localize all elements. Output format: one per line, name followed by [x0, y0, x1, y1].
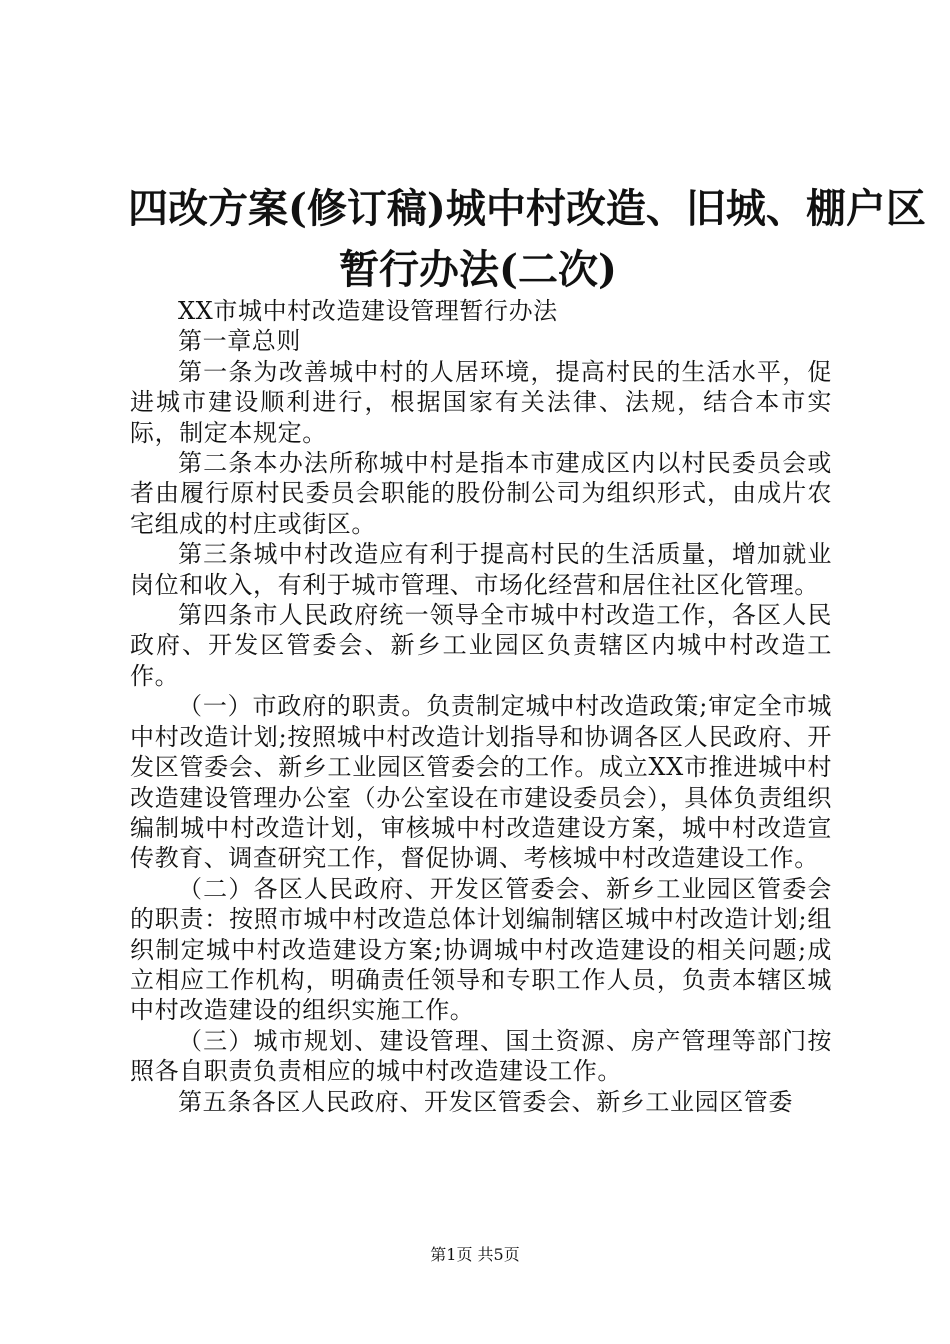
- document-body: [130, 296, 832, 1117]
- article-5-paragraph: 第五条各区人民政府、开发区管委会、新乡工业园区管委: [178, 1087, 793, 1116]
- page-footer: 第1页 共5页: [430, 1245, 520, 1264]
- article-4-item-3-paragraph: （三）城市规划、建设管理、国土资源、房产管理等部门按照各自职责负责相应的城中村改造建设工作。: [130, 1026, 832, 1086]
- subtitle-paragraph: XX市城中村改造建设管理暂行办法: [178, 297, 558, 325]
- article-2-paragraph: 第二条本办法所称城中村是指本市建成区内以村民委员会或者由履行原村民委员会职能的股份制公司为组织形式，由成片农宅组成的村庄或街区。: [130, 449, 832, 538]
- article-4-paragraph: 第四条市人民政府统一领导全市城中村改造工作，各区人民政府、开发区管委会、新乡工业园区负责辖区内城中村改造工作。: [130, 601, 832, 690]
- chapter-heading: 第一章总则: [178, 327, 301, 356]
- article-3-paragraph: 第三条城中村改造应有利于提高村民的生活质量，增加就业岗位和收入，有利于城市管理、市场化经营和居住社区化管理。: [130, 540, 832, 599]
- document-title-line-1: 四改方案(修订稿)城中村改造、旧城、棚户区: [128, 185, 926, 232]
- article-4-item-2-paragraph: （二）各区人民政府、开发区管委会、新乡工业园区管委会的职责：按照市城中村改造总体计划编制辖区城中村改造计划;组织制定城中村改造建设方案;协调城中村改造建设的相关问题;成立相应工作机构，明确责任领导和专职工作人员，负责本辖区城中村改造建设的组织实施工作。: [130, 874, 832, 1025]
- article-1-paragraph: 第一条为改善城中村的人居环境，提高村民的生活水平，促进城市建设顺利进行，根据国家有关法律、法规，结合本市实际，制定本规定。: [130, 357, 832, 447]
- document-title-line-2: 暂行办法(二次): [339, 246, 617, 293]
- article-4-item-1-paragraph: （一）市政府的职责。负责制定城中村改造政策;审定全市城中村改造计划;按照城中村改造计划指导和协调各区人民政府、开发区管委会、新乡工业园区管委会的工作。成立XX市推进城中村改造建设管理办公室（办公室设在市建设委员会），具体负责组织编制城中村改造计划，审核城中村改造建设方案，城中村改造宣传教育、调查研究工作，督促协调、考核城中村改造建设工作。: [130, 692, 832, 873]
